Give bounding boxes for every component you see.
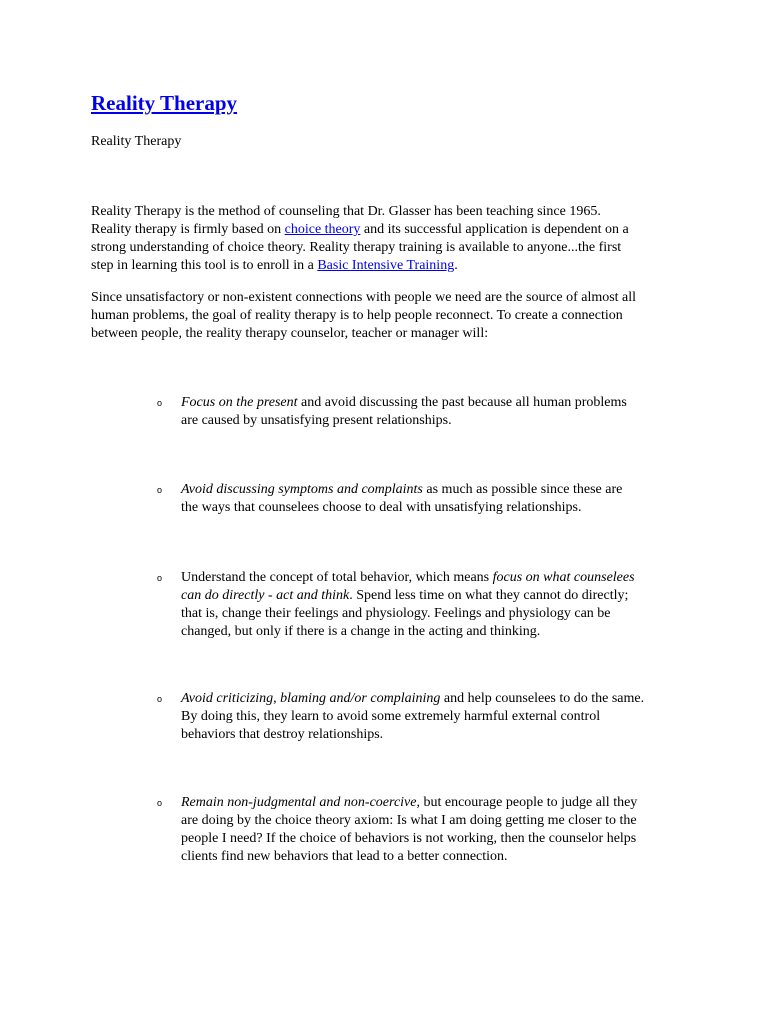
page-title (91, 89, 237, 117)
subtitle: Reality Therapy (91, 134, 182, 149)
text-line: Reality Therapy is the method of counseling that Dr. Glasser has been teaching since 1965. (91, 204, 601, 219)
text-line: Understand the concept of total behavior, which means focus on what counselees (181, 570, 635, 585)
basic-intensive-training-link[interactable]: Basic Intensive Training (317, 258, 455, 273)
text-line: between people, the reality therapy counselor, teacher or manager will: (91, 326, 489, 341)
goal-paragraph (91, 289, 691, 343)
text-line: By doing this, they learn to avoid some extremely harmful external control (181, 709, 601, 724)
title-link[interactable]: Reality Therapy (91, 91, 238, 115)
bullet-icon: o (157, 485, 163, 495)
text-line: can do directly - act and think. Spend less time on what they cannot do directly; (181, 588, 629, 603)
bullet-icon: o (157, 398, 163, 408)
list-item (157, 690, 701, 744)
intro-paragraph (91, 203, 691, 275)
choice-theory-link[interactable]: choice theory (284, 222, 361, 237)
text-line: clients find new behaviors that lead to a better connection. (181, 849, 508, 864)
list-item (157, 569, 701, 641)
text-line: Reality therapy is firmly based on choice theory and its successful application is dependent on a (91, 222, 629, 237)
text-line: Since unsatisfactory or non-existent connections with people we need are the source of almost all (91, 290, 637, 305)
text-line: people I need? If the choice of behaviors is not working, then the counselor helps (181, 831, 637, 846)
text-line: the ways that counselees choose to deal with unsatisfying relationships. (181, 500, 582, 515)
text-line: that is, change their feelings and physiology. Feelings and physiology can be (181, 606, 611, 621)
list-item (157, 794, 701, 866)
text-line: step in learning this tool is to enroll in a Basic Intensive Training. (91, 258, 458, 273)
text-line: Focus on the present and avoid discussing the past because all human problems (181, 395, 627, 410)
text-line: Avoid criticizing, blaming and/or complaining and help counselees to do the same. (181, 691, 645, 706)
text-line: strong understanding of choice theory. Reality therapy training is available to anyone...the first (91, 240, 622, 255)
text-line: are doing by the choice theory axiom: Is what I am doing getting me closer to the (181, 813, 637, 828)
bullet-icon: o (157, 694, 163, 704)
text-line: Remain non-judgmental and non-coercive, but encourage people to judge all they (181, 795, 638, 810)
text-line: Avoid discussing symptoms and complaints as much as possible since these are (181, 482, 623, 497)
list-item (157, 481, 701, 517)
bullet-icon: o (157, 573, 163, 583)
text-line: behaviors that destroy relationships. (181, 727, 384, 742)
text-line: human problems, the goal of reality therapy is to help people reconnect. To create a connection (91, 308, 623, 323)
text-line: are caused by unsatisfying present relationships. (181, 413, 452, 428)
list-item (157, 394, 701, 430)
bullet-icon: o (157, 798, 163, 808)
text-line: changed, but only if there is a change in the acting and thinking. (181, 624, 541, 639)
